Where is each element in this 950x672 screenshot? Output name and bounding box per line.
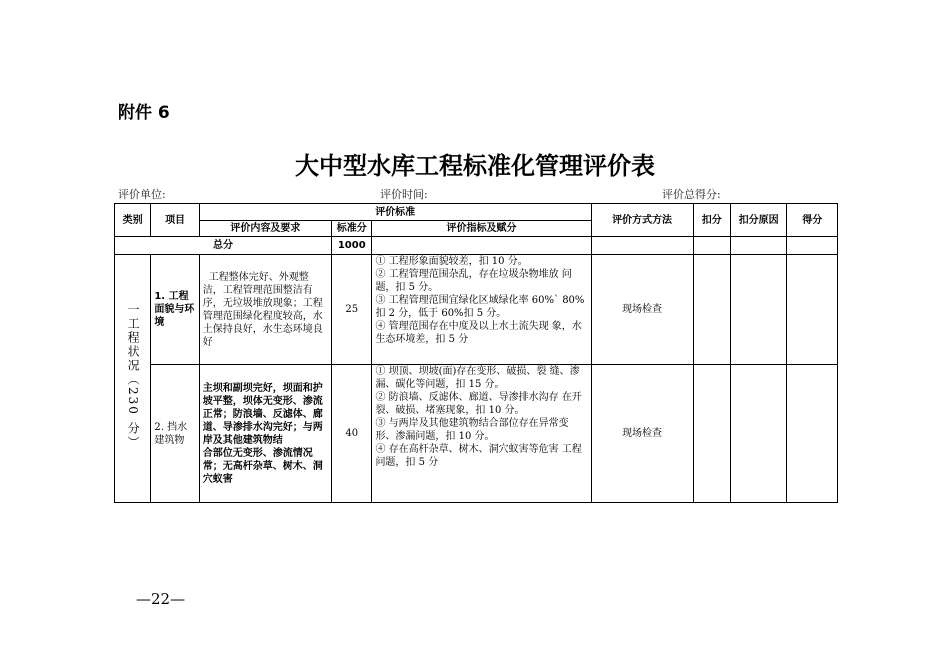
header-indicator: 评价指标及赋分 bbox=[372, 221, 591, 237]
deduct-cell bbox=[693, 365, 730, 503]
content-line: 合部位无变形、渗流情况常；无高杆杂草、树木、洞穴蚁害 bbox=[202, 447, 323, 485]
content-cell bbox=[199, 365, 331, 503]
total-value: 1000 bbox=[332, 237, 372, 255]
indicator-line: ① 坝顶、坝坡(面)存在变形、破损、裂 缝、渗漏、碳化等问题，扣 15 分。 bbox=[375, 366, 580, 390]
page-title: 大中型水库工程标准化管理评价表 bbox=[295, 151, 655, 180]
deduct-cell bbox=[693, 255, 730, 365]
header-content: 评价内容及要求 bbox=[199, 221, 331, 237]
total-row bbox=[115, 237, 838, 255]
header-score: 得分 bbox=[787, 204, 838, 237]
indicator-line: ③ 工程管理范围宜绿化区域绿化率 60%` 80%扣 2 分，低于 60%扣 5 分。 bbox=[375, 295, 585, 319]
header-item: 项目 bbox=[151, 204, 199, 237]
score-cell bbox=[787, 255, 838, 365]
score-cell bbox=[787, 365, 838, 503]
empty-cell bbox=[591, 237, 693, 255]
reason-cell bbox=[730, 255, 787, 365]
header-deduct: 扣分 bbox=[693, 204, 730, 237]
indicator-line: ③ 与两岸及其他建筑物结合部位存在异常变形、渗漏问题，扣 10 分。 bbox=[375, 418, 569, 442]
table-row bbox=[115, 255, 838, 365]
header-criteria: 评价标准 bbox=[199, 204, 591, 221]
method-cell: 现场检查 bbox=[591, 255, 693, 365]
evaluation-unit-label: 评价单位: bbox=[118, 188, 166, 201]
header-category: 类别 bbox=[115, 204, 151, 237]
standard-cell: 25 bbox=[332, 255, 372, 365]
header-standard: 标准分 bbox=[332, 221, 372, 237]
empty-cell bbox=[730, 237, 787, 255]
indicator-cell bbox=[372, 255, 591, 365]
table-row bbox=[115, 365, 838, 503]
indicator-line: ① 工程形象面貌较差，扣 10 分。 bbox=[375, 256, 528, 267]
evaluation-time-label: 评价时间: bbox=[380, 188, 428, 201]
indicator-line: ② 防浪墙、反滤体、廊道、导渗排水沟存 在开裂、破损、堵塞现象，扣 10 分。 bbox=[375, 392, 582, 416]
standard-cell: 40 bbox=[332, 365, 372, 503]
evaluation-table bbox=[114, 203, 838, 503]
empty-cell bbox=[787, 237, 838, 255]
content-line: 主坝和副坝完好，坝面和护坡平整，坝体无变形、渗流正常；防浪墙、反滤体、廊道、导渗排水沟完好；与两岸及其他建筑物结 bbox=[202, 382, 323, 446]
method-cell: 现场检查 bbox=[591, 365, 693, 503]
item-cell: 1. 工程面貌与环境 bbox=[151, 255, 199, 365]
indicator-cell bbox=[372, 365, 591, 503]
page-number: —22— bbox=[136, 590, 186, 608]
item-cell: 2. 挡水建筑物 bbox=[151, 365, 199, 503]
header-reason: 扣分原因 bbox=[730, 204, 787, 237]
category-cell bbox=[115, 255, 151, 503]
indicator-line: ④ 管理范围存在中度及以上水土流失现 象，水生态环境差，扣 5 分 bbox=[375, 321, 582, 345]
empty-cell bbox=[693, 237, 730, 255]
empty-cell bbox=[372, 237, 591, 255]
header-method: 评价方式方法 bbox=[591, 204, 693, 237]
reason-cell bbox=[730, 365, 787, 503]
indicator-line: ④ 存在高杆杂草、树木、洞穴蚁害等危害 工程问题，扣 5 分 bbox=[375, 444, 582, 468]
indicator-line: ② 工程管理范围杂乱，存在垃圾杂物堆放 问题，扣 5 分。 bbox=[375, 269, 572, 293]
content-cell: 工程整体完好、外观整洁，工程管理范围整洁有序，无垃圾堆放现象；工程管理范围绿化程度较高，水土保持良好，水生态环境良好 bbox=[199, 255, 331, 365]
category-label: 一工程状况（230 分） bbox=[126, 303, 141, 450]
attachment-label: 附件 6 bbox=[118, 103, 170, 123]
total-label: 总分 bbox=[115, 237, 332, 255]
total-score-label: 评价总得分: bbox=[662, 188, 721, 201]
